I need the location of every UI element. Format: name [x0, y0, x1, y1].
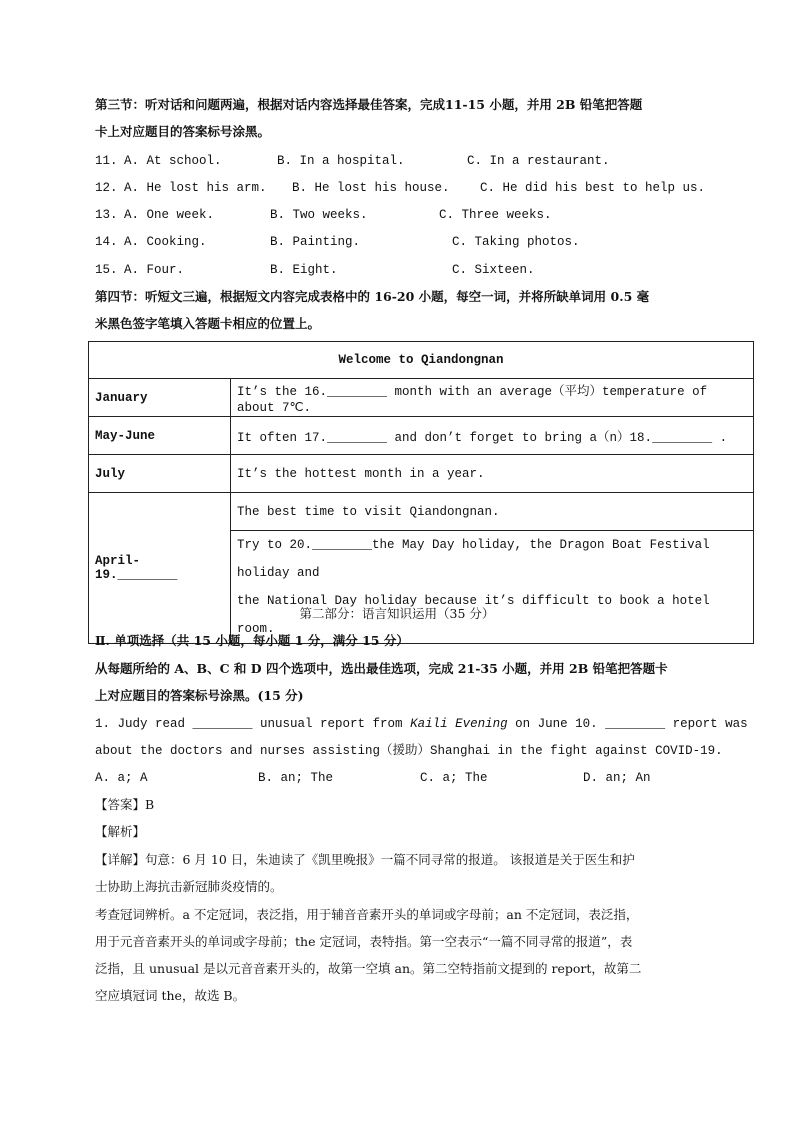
part2-instruction-line1: 从每题所给的 A、B、C 和 D 四个选项中，选出最佳选项，完成 21-35 小题，并用 2B 铅笔把答题卡	[95, 661, 668, 676]
row-text	[231, 531, 754, 644]
analysis-label: 【解析】	[95, 824, 146, 839]
section4-instruction-line1: 第四节：听短文三遍，根据短文内容完成表格中的 16-20 小题，每空一词，并将所缺单词用 0.5 毫	[95, 289, 650, 304]
option-b: B. He lost his house.	[292, 181, 450, 195]
option-a: A. Four.	[124, 263, 185, 277]
detail-line2: 士协助上海抗击新冠肺炎疫情的。	[95, 879, 283, 894]
option-c: C. Sixteen.	[452, 263, 535, 277]
option-c: C. He did his best to help us.	[480, 181, 706, 195]
option-b: B. In a hospital.	[277, 154, 405, 168]
section3-instruction-line2: 卡上对应题目的答案标号涂黑。	[95, 124, 271, 139]
option-b: B. Painting.	[270, 235, 361, 249]
part2-instruction-line2: 上对应题目的答案标号涂黑。(15 分)	[95, 688, 304, 703]
table-row	[89, 493, 754, 531]
table-title-row	[89, 342, 754, 379]
row-text: It often 17.________ and don’t forget to bring a（n）18.________ .	[231, 417, 754, 455]
question-number: 13.	[95, 208, 118, 222]
detail-line3: 考查冠词辨析。a 不定冠词，表泛指，用于辅音音素开头的单词或字母前；an 不定冠词，表泛指，	[95, 907, 639, 922]
option-a: A. Cooking.	[124, 235, 207, 249]
section-title: Ⅱ. 单项选择（共 15 小题，每小题 1 分，满分 15 分）	[95, 633, 409, 648]
option-a: A. a; A	[95, 771, 148, 785]
row-label: January	[89, 379, 231, 417]
question-text: on June 10. ________ report was	[507, 717, 748, 731]
row-text-line1: Try to 20.________the May Day holiday, the Dragon Boat Festival holiday and	[237, 538, 710, 580]
option-c: C. a; The	[420, 771, 488, 785]
question-number: 12.	[95, 181, 118, 195]
option-c: C. Three weeks.	[439, 208, 552, 222]
option-c: C. Taking photos.	[452, 235, 580, 249]
row-label: April- 19.________	[89, 493, 231, 644]
section4-instruction-line2: 米黑色签字笔填入答题卡相应的位置上。	[95, 316, 321, 331]
row-text-line2: the National Day holiday because it’s difficult to book a hotel room.	[237, 594, 710, 636]
option-d: D. an; An	[583, 771, 651, 785]
option-a: A. At school.	[124, 154, 222, 168]
question-number: 14.	[95, 235, 118, 249]
question-number: 15.	[95, 263, 118, 277]
option-a: A. He lost his arm.	[124, 181, 267, 195]
row-text: The best time to visit Qiandongnan.	[231, 493, 754, 531]
question-1-line2: about the doctors and nurses assisting（援助）Shanghai in the fight against COVID-19.	[95, 744, 723, 758]
question-1-line1	[95, 716, 748, 732]
detail-line4: 用于元音音素开头的单词或字母前；the 定冠词，表特指。第一空表示“一篇不同寻常的报道”，表	[95, 934, 633, 949]
answer: 【答案】B	[95, 797, 155, 812]
option-a: A. One week.	[124, 208, 215, 222]
part2-heading: 第二部分：语言知识运用（35 分）	[299, 606, 495, 621]
table-row	[89, 455, 754, 493]
table-row	[89, 379, 754, 417]
row-text: It’s the hottest month in a year.	[231, 455, 754, 493]
option-b: B. Two weeks.	[270, 208, 368, 222]
question-text: 1. Judy read ________ unusual report from	[95, 717, 411, 731]
detail-line5: 泛指，且 unusual 是以元音音素开头的，故第一空填 an。第二空特指前文提到的 report，故第二	[95, 961, 642, 976]
section3-instruction-line1: 第三节：听对话和问题两遍，根据对话内容选择最佳答案，完成11-15 小题，并用 2B 铅笔把答题	[95, 97, 643, 112]
option-b: B. Eight.	[270, 263, 338, 277]
row-text: It’s the 16.________ month with an average（平均）temperature of about 7℃.	[231, 379, 754, 417]
option-c: C. In a restaurant.	[467, 154, 610, 168]
option-b: B. an; The	[258, 771, 334, 785]
detail-line1: 【详解】句意：6 月 10 日，朱迪读了《凯里晚报》一篇不同寻常的报道。 该报道是关于医生和护	[95, 852, 635, 867]
table-title: Welcome to Qiandongnan	[89, 342, 754, 379]
question-number: 11.	[95, 154, 118, 168]
newspaper-title: Kaili Evening	[410, 717, 508, 731]
listening-table	[88, 341, 754, 644]
row-label: May-June	[89, 417, 231, 455]
row-label: July	[89, 455, 231, 493]
detail-line6: 空应填冠词 the，故选 B。	[95, 988, 246, 1003]
table-row	[89, 417, 754, 455]
